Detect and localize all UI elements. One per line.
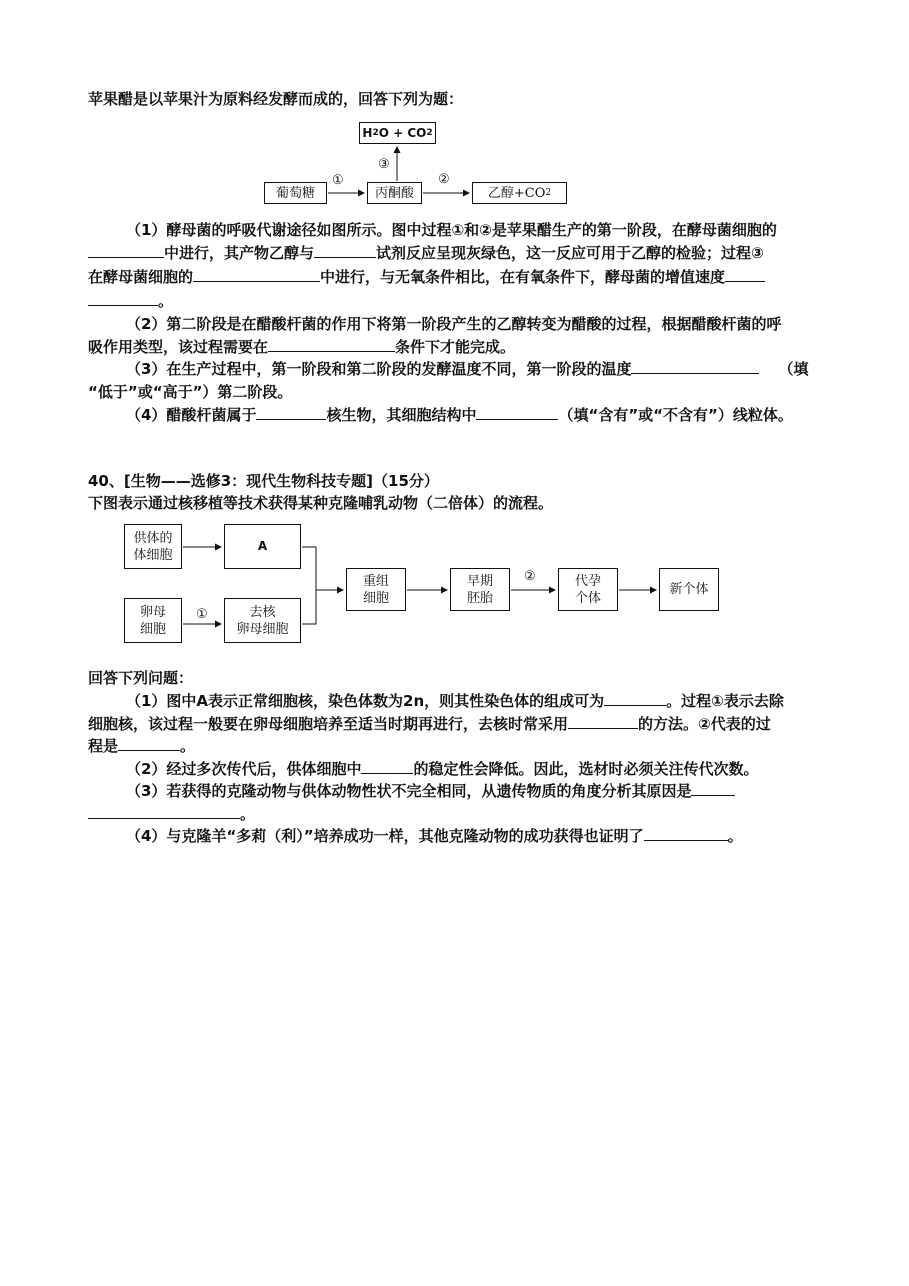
q39-p3-text-b: （填 — [778, 360, 809, 378]
answer-blank[interactable] — [604, 691, 666, 706]
q40-lead: 下图表示通过核移植等技术获得某种克隆哺乳动物（二倍体）的流程。 — [88, 494, 554, 512]
q39-p2-line1: （2）第二阶段是在醋酸杆菌的作用下将第一阶段产生的乙醇转变为醋酸的过程，根据醋酸杆菌的呼 — [126, 315, 782, 333]
answer-blank[interactable] — [88, 804, 240, 819]
q40-p1-text-b: 。过程①表示去除 — [666, 692, 784, 710]
q39-p1-text-e: 中进行，与无氧条件相比，在有氧条件下，酵母菌的增值速度 — [320, 268, 726, 286]
ethanol-co2-subscript: 2 — [545, 187, 552, 198]
embryo-line2: 胚胎 — [466, 590, 493, 606]
q40-p3-text-a: （3）若获得的克隆动物与供体动物性状不完全相同，从遗传物质的角度分析其原因是 — [126, 782, 692, 800]
q39-p4-text-c: （填“含有”或“不含有”）线粒体。 — [558, 406, 793, 424]
step-3-label: ③ — [378, 157, 390, 172]
q40-header: 40、[生物——选修3：现代生物科技专题]（15分） — [88, 472, 439, 490]
cloning-step-1-label: ① — [196, 607, 208, 622]
step-1-label: ① — [332, 173, 344, 188]
surrogate-line1: 代孕 — [574, 573, 601, 589]
q40-p1-text-d: 的方法。②代表的过 — [638, 715, 771, 733]
step-2-label: ② — [438, 172, 450, 187]
q40-p3-line2 — [88, 803, 255, 825]
q39-p1-line1: （1）酵母菌的呼吸代谢途径如图所示。图中过程①和②是苹果醋生产的第一阶段，在酵母菌细胞的 — [126, 221, 777, 239]
recomb-line1: 重组 — [362, 573, 389, 589]
h2o-subscript: 2 — [372, 127, 379, 138]
q40-p1-line3 — [88, 735, 195, 757]
donor-line1: 供体的 — [133, 530, 173, 546]
q40-ask: 回答下列问题： — [88, 669, 194, 687]
answer-blank[interactable] — [118, 736, 180, 751]
q39-p1-text-f: 。 — [158, 292, 174, 310]
intro-text: 苹果醋是以苹果汁为原料经发酵而成的，回答下列为题： — [88, 90, 464, 108]
enuc-line2: 卵母细胞 — [236, 621, 289, 637]
oocyte-line1: 卵母 — [139, 604, 166, 620]
q40-p2-text-a: （2）经过多次传代后，供体细胞中 — [126, 760, 362, 778]
q39-p2-text-b: 吸作用类型，该过程需要在 — [88, 338, 269, 356]
q40-p2-text-b: 的稳定性会降低。因此，选材时必须关注传代次数。 — [413, 760, 759, 778]
q39-p4-text-b: 核生物，其细胞结构中 — [326, 406, 477, 424]
co2-text: O + CO — [378, 125, 427, 140]
q40-p2-line1 — [126, 758, 758, 780]
q39-p1-text-b: 中进行，其产物乙醇与 — [164, 244, 315, 262]
q40-p4-line1 — [126, 825, 743, 847]
h2o-text: H — [362, 125, 373, 140]
answer-blank[interactable] — [361, 759, 413, 774]
pyruvate-box: 丙酮酸 — [367, 182, 422, 204]
cloning-step-2-label: ② — [524, 569, 536, 584]
co2-subscript: 2 — [426, 127, 433, 138]
new-individual-box: 新个体 — [659, 568, 719, 611]
q40-p3-line1 — [126, 780, 735, 802]
answer-blank[interactable] — [644, 826, 728, 841]
answer-blank[interactable] — [691, 781, 735, 796]
q39-p3-text-a: （3）在生产过程中，第一阶段和第二阶段的发酵温度不同，第一阶段的温度 — [126, 360, 632, 378]
q40-p1-text-a: （1）图中A表示正常细胞核，染色体数为2n，则其性染色体的组成可为 — [126, 692, 605, 710]
surrogate-line2: 个体 — [574, 590, 601, 606]
nucleus-a-box: A — [224, 524, 301, 569]
q40-p4-text-a: （4）与克隆羊“多莉（利）”培养成功一样，其他克隆动物的成功获得也证明了 — [126, 827, 644, 845]
q40-p1-line2 — [88, 713, 771, 735]
q40-p1-text-e: 程是 — [88, 737, 119, 755]
oocyte-line2: 细胞 — [139, 621, 166, 637]
q39-p3-line2: “低于”或“高于”）第二阶段。 — [88, 383, 293, 401]
q40-p1-line1 — [126, 690, 784, 712]
q39-p1-text-d: 在酵母菌细胞的 — [88, 268, 194, 286]
q39-p2-text-c: 条件下才能完成。 — [395, 338, 516, 356]
q40-p1-text-c: 细胞核，该过程一般要在卵母细胞培养至适当时期再进行，去核时常采用 — [88, 715, 569, 733]
embryo-line1: 早期 — [466, 573, 493, 589]
enuc-line1: 去核 — [249, 604, 276, 620]
answer-blank[interactable] — [568, 714, 638, 729]
ethanol-text: 乙醇+CO — [487, 185, 546, 201]
q39-p4-text-a: （4）醋酸杆菌属于 — [126, 406, 257, 424]
glucose-box: 葡萄糖 — [264, 182, 327, 204]
q40-p3-text-b: 。 — [240, 805, 256, 823]
donor-line2: 体细胞 — [133, 547, 173, 563]
q39-p1-text-c: 试剂反应呈现灰绿色，这一反应可用于乙醇的检验；过程③ — [376, 244, 764, 262]
q40-p4-text-b: 。 — [727, 827, 743, 845]
recomb-line2: 细胞 — [362, 590, 389, 606]
q40-p1-text-f: 。 — [180, 737, 196, 755]
